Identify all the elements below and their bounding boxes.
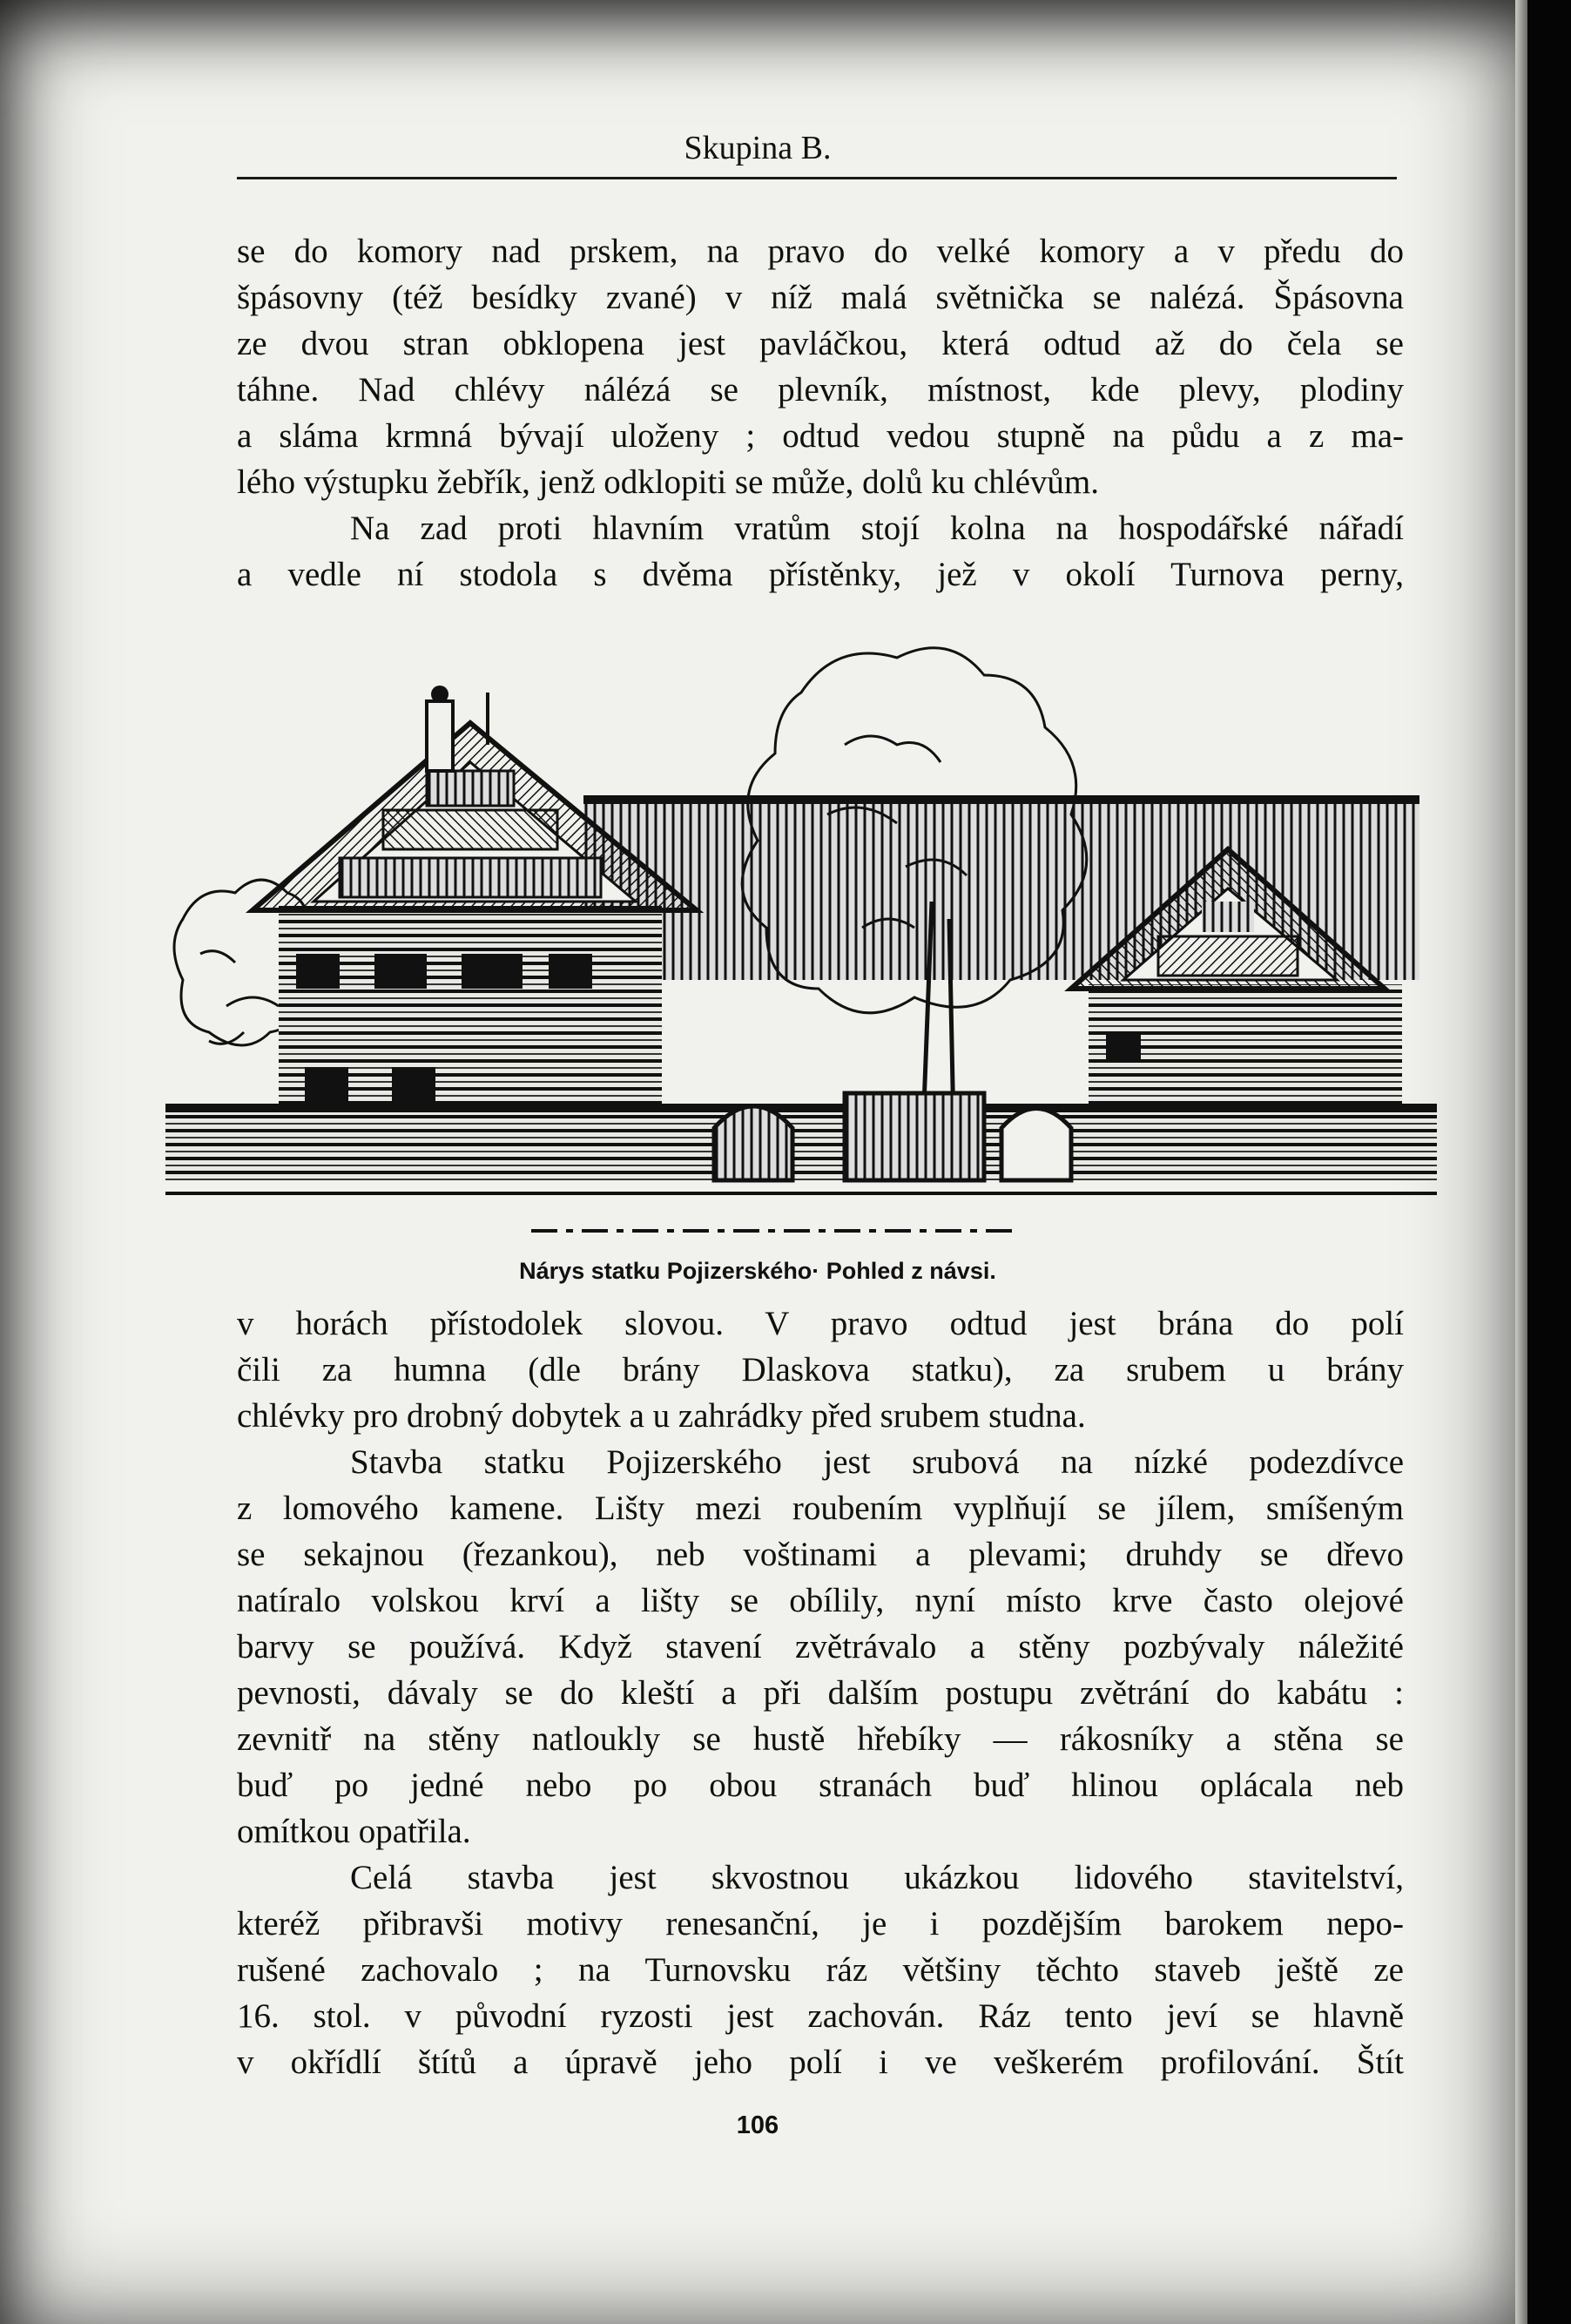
- text-line: lého výstupku žebřík, jenž odklopiti se může, dolů ku chlévům.: [237, 463, 1099, 501]
- text-line: v okřídlí štítů a úpravě jeho polí i ve veškerém profilování. Štít: [237, 2044, 1404, 2081]
- text-line: z lomového kamene. Lišty mezi roubením vyplňují se jílem, smíšeným: [237, 1490, 1404, 1527]
- text-line: táhne. Nad chlévy nálézá se plevník, místnost, kde plevy, plodiny: [237, 371, 1404, 409]
- text-line: ze dvou stran obklopena jest pavláčkou, která odtud až do čela se: [237, 325, 1404, 362]
- text-line: chlévky pro drobný dobytek a u zahrádky před srubem studna.: [237, 1397, 1086, 1435]
- text-line: špásovny (též besídky zvané) v níž malá světnička se nalézá. Špásovna: [237, 279, 1404, 316]
- text-line: v horách přístodolek slovou. V pravo odtud jest brána do polí: [237, 1305, 1404, 1342]
- text-line: barvy se používá. Když stavení zvětrávalo a stěny pozbývaly náležité: [237, 1628, 1404, 1665]
- text-line: Stavba statku Pojizerského jest srubová na nízké podezdívce: [350, 1443, 1404, 1481]
- text-line: se do komory nad prskem, na pravo do velké komory a v předu do: [237, 233, 1404, 270]
- text-block-bottom: [237, 1300, 1404, 2085]
- farmstead-illustration: [165, 640, 1437, 1241]
- text-line: pevnosti, dávaly se do kleští a při dalším postupu zvětrání do kabátu :: [237, 1674, 1404, 1712]
- text-line: 16. stol. v původní ryzosti jest zachován. Ráz tento jeví se hlavně: [237, 1997, 1404, 2035]
- text-line: buď po jedné nebo po obou stranách buď hlinou oplácala neb: [237, 1767, 1404, 1804]
- figure-caption: Nárys statku Pojizerského· Pohled z návsi.: [519, 1258, 996, 1284]
- text-line: zevnitř na stěny natloukly se hustě hřebíky — rákosníky a stěna se: [237, 1720, 1404, 1758]
- text-line: čili za humna (dle brány Dlaskova statku), za srubem u brány: [237, 1351, 1404, 1388]
- scan-right-margin: [1515, 0, 1571, 2324]
- text-line: omítkou opatřila.: [237, 1813, 471, 1850]
- text-line: a vedle ní stodola s dvěma přístěnky, jež v okolí Turnova perny,: [237, 556, 1404, 593]
- ground-strokes: [165, 1193, 1437, 1231]
- text-line: natíralo volskou krví a lišty se obílily, nyní místo krve často olejové: [237, 1582, 1404, 1619]
- front-wall-and-gate: [165, 1093, 1437, 1180]
- text-line: Celá stavba jest skvostnou ukázkou lidového stavitelství,: [350, 1859, 1404, 1896]
- header-rule: [237, 177, 1397, 179]
- text-line: Na zad proti hlavním vratům stojí kolna na hospodářské nářadí: [350, 510, 1404, 547]
- text-line: se sekajnou (řezankou), neb voštinami a plevami; druhdy se dřevo: [237, 1536, 1404, 1573]
- text-line: a sláma krmná bývají uloženy ; odtud vedou stupně na půdu a z ma-: [237, 417, 1404, 455]
- page-edge: [1515, 0, 1527, 2324]
- main-house: [253, 686, 697, 1137]
- text-line: kteréž přibravši motivy renesanční, je i pozdějším barokem nepo-: [237, 1905, 1404, 1942]
- page-number: 106: [736, 2111, 779, 2139]
- text-line: rušené zachovalo ; na Turnovsku ráz většiny těchto staveb ještě ze: [237, 1951, 1404, 1989]
- running-head: Skupina B.: [684, 130, 832, 166]
- text-block-top: [237, 228, 1404, 598]
